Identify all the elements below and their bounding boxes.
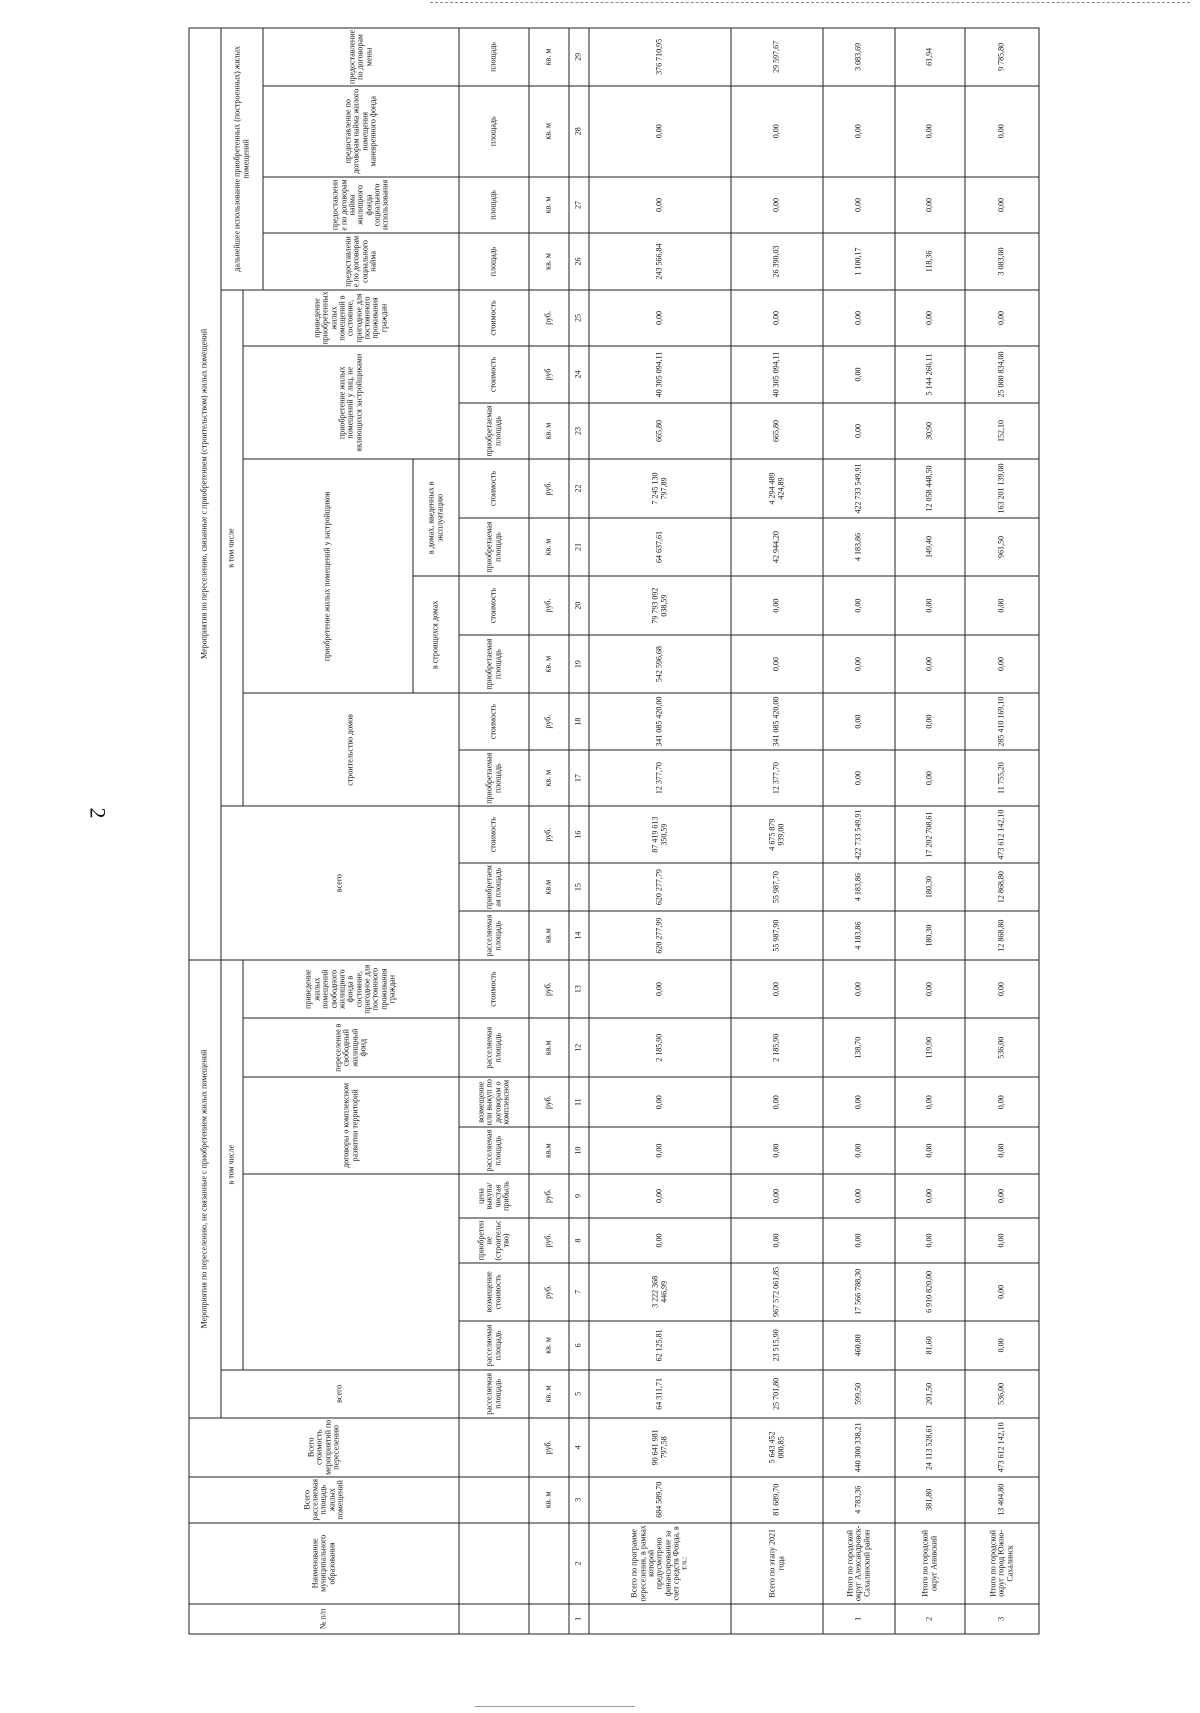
caption-c18: стоимость — [459, 693, 529, 750]
cell-c23: 30,90 — [895, 403, 965, 460]
cell-c27: 0,00 — [589, 177, 731, 234]
cell-c27: 0,00 — [731, 177, 823, 234]
cell-c22: 12 058 448,50 — [895, 459, 965, 518]
colnum-c11: 11 — [569, 1077, 589, 1127]
unit-c12: кв.м — [529, 1018, 569, 1077]
colnum-c21: 21 — [569, 518, 589, 577]
resettlement-table — [189, 28, 1040, 1635]
colnum-c27: 27 — [569, 177, 589, 234]
caption-c2 — [459, 1523, 529, 1604]
cell-c12: 138,70 — [823, 1018, 895, 1077]
header-blank — [243, 1174, 459, 1370]
cell-c16: 87 419 613 350,59 — [589, 806, 731, 863]
cell-c26: 118,36 — [895, 233, 965, 290]
cell-c13: 0,00 — [823, 960, 895, 1019]
unit-c9: руб. — [529, 1174, 569, 1218]
row-name: Всего по этапу 2021 года — [731, 1523, 823, 1604]
cell-c17: 12 377,70 — [589, 750, 731, 807]
row-name: Итого по городской округ Анивский — [895, 1523, 965, 1604]
caption-c12: расселяемая площадь — [459, 1018, 529, 1077]
caption-c27: площадь — [459, 177, 529, 234]
header-privedenie-svob: приведение жилых помещений свободного жилищного фонда в состояние, пригодное для постоянного проживания граждан — [243, 960, 459, 1019]
unit-c8: руб. — [529, 1218, 569, 1262]
header-name: Наименование муниципального образования — [189, 1523, 459, 1604]
cell-c28: 0,00 — [965, 86, 1039, 177]
cell-c24: 0,00 — [823, 346, 895, 403]
cell-c24: 40 305 094,11 — [589, 346, 731, 403]
cell-c25: 0,00 — [731, 290, 823, 347]
row-no: 3 — [965, 1604, 1039, 1634]
cell-c8: 0,00 — [965, 1218, 1039, 1262]
cell-c3: 13 404,80 — [965, 1477, 1039, 1523]
cell-c29: 61,94 — [895, 28, 965, 86]
cell-c3: 684 589,70 — [589, 1477, 731, 1523]
caption-c4 — [459, 1418, 529, 1477]
header-v-tom-chisle-1: в том числе — [221, 960, 243, 1370]
cell-c15: 55 987,70 — [731, 863, 823, 911]
cell-c18: 0,00 — [823, 693, 895, 750]
cell-c4: 473 612 142,10 — [965, 1418, 1039, 1477]
colnum-c28: 28 — [569, 86, 589, 177]
unit-c16: руб. — [529, 806, 569, 863]
cell-c22: 7 245 130 797,89 — [589, 459, 731, 518]
cell-c7: 967 572 061,85 — [731, 1263, 823, 1322]
colnum-c29: 29 — [569, 28, 589, 86]
header-vsego-1: всего — [221, 1370, 459, 1418]
cell-c11: 0,00 — [589, 1077, 731, 1127]
cell-c17: 0,00 — [895, 750, 965, 807]
cell-c4: 440 300 338,21 — [823, 1418, 895, 1477]
unit-c5: кв. м — [529, 1370, 569, 1418]
cell-c26: 243 566,84 — [589, 233, 731, 290]
cell-c15: 12 868,80 — [965, 863, 1039, 911]
colnum-c14: 14 — [569, 911, 589, 959]
caption-c6: расселяемая площадь — [459, 1321, 529, 1369]
unit-c23: кв. м — [529, 403, 569, 460]
cell-c17: 0,00 — [823, 750, 895, 807]
cell-c6: 62 125,81 — [589, 1321, 731, 1369]
cell-c20: 79 793 092 038,59 — [589, 576, 731, 635]
scan-edge-bottom — [475, 1706, 635, 1707]
header-vsego-2: всего — [221, 806, 459, 959]
caption-c15: приобретаемая площадь — [459, 863, 529, 911]
cell-c17: 11 755,20 — [965, 750, 1039, 807]
cell-c14: 12 868,80 — [965, 911, 1039, 959]
cell-c27: 0,00 — [965, 177, 1039, 234]
cell-c26: 1 100,17 — [823, 233, 895, 290]
unit-c15: кв.м — [529, 863, 569, 911]
cell-c3: 81 689,70 — [731, 1477, 823, 1523]
header-priobretenie-zastr: приобретение жилых помещений у застройщиков — [243, 459, 413, 693]
unit-c20: руб. — [529, 576, 569, 635]
cell-c23: 0,00 — [823, 403, 895, 460]
cell-c29: 3 083,69 — [823, 28, 895, 86]
colnum-c18: 18 — [569, 693, 589, 750]
cell-c8: 0,00 — [731, 1218, 823, 1262]
cell-c14: 55 987,90 — [731, 911, 823, 959]
header-total-area: Всего расселяемая площадь жилых помещений — [189, 1477, 459, 1523]
caption-c24: стоимость — [459, 346, 529, 403]
colnum-c2: 2 — [569, 1523, 589, 1604]
caption-c22: стоимость — [459, 459, 529, 518]
cell-c27: 0,00 — [895, 177, 965, 234]
header-group-not-linked: Мероприятия по переселению, не связанные с приобретением жилых помещений — [189, 960, 221, 1418]
cell-c20: 0,00 — [731, 576, 823, 635]
unit-c11: руб. — [529, 1077, 569, 1127]
cell-c7: 0,00 — [965, 1263, 1039, 1322]
table-row — [731, 28, 823, 1634]
colnum-c8: 8 — [569, 1218, 589, 1262]
unit-c29: кв. м — [529, 28, 569, 86]
cell-c14: 620 277,99 — [589, 911, 731, 959]
caption-c7: возмещение стоимость — [459, 1263, 529, 1322]
table-row — [965, 28, 1039, 1634]
cell-c9: 0,00 — [965, 1174, 1039, 1218]
cell-c18: 341 085 420,00 — [731, 693, 823, 750]
caption-c23: приобретаемая площадь — [459, 403, 529, 460]
colnum-c12: 12 — [569, 1018, 589, 1077]
caption-c8: приобретение (строительство) — [459, 1218, 529, 1262]
cell-c15: 180,30 — [895, 863, 965, 911]
row-name: Итого по городской округ Александровск-Сахалинский район — [823, 1523, 895, 1604]
unit-c17: кв. м — [529, 750, 569, 807]
cell-c27: 0,00 — [823, 177, 895, 234]
cell-c9: 0,00 — [731, 1174, 823, 1218]
cell-c19: 542 596,68 — [589, 635, 731, 694]
cell-c24: 5 144 260,11 — [895, 346, 965, 403]
unit-c28: кв. м — [529, 86, 569, 177]
cell-c9: 0,00 — [823, 1174, 895, 1218]
header-naym-ne-kom: предоставление по договорам найма жилищного фонда социального использования — [263, 177, 459, 234]
unit-c19: кв. м — [529, 635, 569, 694]
cell-c21: 149,40 — [895, 518, 965, 577]
colnum-c7: 7 — [569, 1263, 589, 1322]
header-mena: предоставление по договорам мены — [263, 28, 459, 86]
cell-c13: 0,00 — [589, 960, 731, 1019]
colnum-c26: 26 — [569, 233, 589, 290]
cell-c6: 23 515,90 — [731, 1321, 823, 1369]
cell-c24: 25 000 834,00 — [965, 346, 1039, 403]
row-no: 1 — [823, 1604, 895, 1634]
header-v-tom-chisle-2: в том числе — [221, 290, 243, 807]
cell-c22: 4 294 489 424,89 — [731, 459, 823, 518]
cell-c15: 4 183,86 — [823, 863, 895, 911]
cell-c17: 12 377,70 — [731, 750, 823, 807]
colnum-c5: 5 — [569, 1370, 589, 1418]
caption-c3 — [459, 1477, 529, 1523]
cell-c14: 4 183,86 — [823, 911, 895, 959]
cell-c22: 422 733 549,91 — [823, 459, 895, 518]
cell-c5: 64 311,71 — [589, 1370, 731, 1418]
cell-c10: 0,00 — [895, 1127, 965, 1173]
colnum-c9: 9 — [569, 1174, 589, 1218]
cell-c4: 90 641 981 797,58 — [589, 1418, 731, 1477]
cell-c13: 0,00 — [965, 960, 1039, 1019]
header-stroitelstvo: строительство домов — [243, 693, 459, 806]
cell-c7: 6 910 820,00 — [895, 1263, 965, 1322]
cell-c24: 40 305 094,11 — [731, 346, 823, 403]
cell-c10: 0,00 — [823, 1127, 895, 1173]
cell-c26: 3 083,00 — [965, 233, 1039, 290]
caption-c16: стоимость — [459, 806, 529, 863]
row-name: Итого по городской округ город Южно-Сахалинск — [965, 1523, 1039, 1604]
cell-c16: 17 202 708,61 — [895, 806, 965, 863]
cell-c21: 4 183,86 — [823, 518, 895, 577]
unit-c1 — [529, 1604, 569, 1634]
unit-c10: кв.м — [529, 1127, 569, 1173]
cell-c7: 3 222 368 446,99 — [589, 1263, 731, 1322]
cell-c10: 0,00 — [589, 1127, 731, 1173]
colnum-c1: 1 — [569, 1604, 589, 1634]
header-dogovory: договоры о комплексном развитии территорий — [243, 1077, 459, 1174]
table-row — [589, 28, 731, 1634]
cell-c10: 0,00 — [731, 1127, 823, 1173]
cell-c13: 0,00 — [731, 960, 823, 1019]
cell-c11: 0,00 — [731, 1077, 823, 1127]
cell-c11: 0,00 — [965, 1077, 1039, 1127]
header-v-stroyashchihsya: в строящихся домах — [413, 576, 459, 693]
cell-c5: 536,00 — [965, 1370, 1039, 1418]
page-number: 2 — [85, 807, 111, 819]
colnum-c16: 16 — [569, 806, 589, 863]
cell-c23: 665,80 — [589, 403, 731, 460]
cell-c16: 422 733 549,91 — [823, 806, 895, 863]
cell-c25: 0,00 — [895, 290, 965, 347]
header-naym-manevr: предоставление по договорам найма жилого помещения маневренного фонда — [263, 86, 459, 177]
colnum-c25: 25 — [569, 290, 589, 347]
cell-c9: 0,00 — [589, 1174, 731, 1218]
colnum-c17: 17 — [569, 750, 589, 807]
cell-c29: 376 710,95 — [589, 28, 731, 86]
cell-c8: 0,00 — [895, 1218, 965, 1262]
rotated-sheet — [189, 28, 1029, 1635]
colnum-c10: 10 — [569, 1127, 589, 1173]
unit-c4: руб. — [529, 1418, 569, 1477]
cell-c18: 285 410 169,10 — [965, 693, 1039, 750]
cell-c28: 0,00 — [823, 86, 895, 177]
cell-c25: 0,00 — [589, 290, 731, 347]
colnum-c24: 24 — [569, 346, 589, 403]
cell-c12: 2 185,90 — [731, 1018, 823, 1077]
unit-c13: руб. — [529, 960, 569, 1019]
cell-c20: 0,00 — [823, 576, 895, 635]
caption-c11: возмещение или выкуп по договорам о комплексном — [459, 1077, 529, 1127]
caption-c20: стоимость — [459, 576, 529, 635]
cell-c16: 473 612 142,10 — [965, 806, 1039, 863]
unit-c25: руб. — [529, 290, 569, 347]
header-pereselenie-svob: переселение в свободный жилищный фонд — [243, 1018, 459, 1077]
caption-c14: расселяемая площадь — [459, 911, 529, 959]
cell-c28: 0,00 — [589, 86, 731, 177]
unit-c2 — [529, 1523, 569, 1604]
cell-c16: 4 675 879 939,00 — [731, 806, 823, 863]
unit-c6: кв. м — [529, 1321, 569, 1369]
header-group-linked: Мероприятия по переселению, связанные с приобретением (строительством) жилых помещений — [189, 28, 221, 960]
cell-c8: 0,00 — [823, 1218, 895, 1262]
cell-c19: 0,00 — [823, 635, 895, 694]
caption-c10: расселяемая площадь — [459, 1127, 529, 1173]
cell-c12: 2 185,90 — [589, 1018, 731, 1077]
row-no — [589, 1604, 731, 1634]
cell-c3: 381,80 — [895, 1477, 965, 1523]
caption-c13: стоимость — [459, 960, 529, 1019]
cell-c20: 0,00 — [895, 576, 965, 635]
cell-c12: 119,90 — [895, 1018, 965, 1077]
cell-c9: 0,00 — [895, 1174, 965, 1218]
table-row — [823, 28, 895, 1634]
caption-c21: приобретаемая площадь — [459, 518, 529, 577]
cell-c18: 0,00 — [895, 693, 965, 750]
cell-c4: 5 643 452 000,85 — [731, 1418, 823, 1477]
colnum-c22: 22 — [569, 459, 589, 518]
row-no — [731, 1604, 823, 1634]
colnum-c15: 15 — [569, 863, 589, 911]
colnum-c4: 4 — [569, 1418, 589, 1477]
cell-c21: 64 637,61 — [589, 518, 731, 577]
cell-c6: 460,80 — [823, 1321, 895, 1369]
caption-c29: площадь — [459, 28, 529, 86]
unit-c3: кв. м — [529, 1477, 569, 1523]
header-dalneyshee: дальнейшее использование приобретенных (построенных) жилых помещений — [221, 28, 263, 290]
cell-c23: 665,80 — [731, 403, 823, 460]
row-name: Всего по программе переселения, в рамках которой предусмотрено финансирование за счет средств Фонда, в т.ч.: — [589, 1523, 731, 1604]
header-priobretenie-lits: приобретение жилых помещений у лиц, не являющихся застройщиками — [243, 346, 459, 459]
cell-c3: 4 783,36 — [823, 1477, 895, 1523]
header-privedenie-priobr: приведение приобретенных жилых помещений в состояние, пригодное для постоянного проживания граждан — [243, 290, 459, 347]
caption-c1 — [459, 1604, 529, 1634]
cell-c15: 620 277,79 — [589, 863, 731, 911]
unit-c7: руб. — [529, 1263, 569, 1322]
cell-c10: 0,00 — [965, 1127, 1039, 1173]
scan-edge-top — [430, 2, 1190, 3]
cell-c8: 0,00 — [589, 1218, 731, 1262]
cell-c19: 0,00 — [895, 635, 965, 694]
row-no: 2 — [895, 1604, 965, 1634]
cell-c29: 29 597,67 — [731, 28, 823, 86]
unit-c27: кв. м — [529, 177, 569, 234]
cell-c19: 0,00 — [731, 635, 823, 694]
cell-c19: 0,00 — [965, 635, 1039, 694]
unit-c14: кв.м — [529, 911, 569, 959]
caption-c17: приобретаемая площадь — [459, 750, 529, 807]
cell-c11: 0,00 — [895, 1077, 965, 1127]
cell-c18: 341 085 420,00 — [589, 693, 731, 750]
colnum-c23: 23 — [569, 403, 589, 460]
cell-c29: 9 785,80 — [965, 28, 1039, 86]
cell-c20: 0,00 — [965, 576, 1039, 635]
header-total-cost: Всего стоимость мероприятий по переселению — [189, 1418, 459, 1477]
caption-c5: расселяемая площадь — [459, 1370, 529, 1418]
cell-c11: 0,00 — [823, 1077, 895, 1127]
cell-c21: 961,50 — [965, 518, 1039, 577]
header-soc-naym: предоставление по договорам социального найма — [263, 233, 459, 290]
unit-c24: руб — [529, 346, 569, 403]
caption-c26: площадь — [459, 233, 529, 290]
cell-c21: 42 944,20 — [731, 518, 823, 577]
cell-c6: 0,00 — [965, 1321, 1039, 1369]
cell-c5: 599,50 — [823, 1370, 895, 1418]
colnum-c19: 19 — [569, 635, 589, 694]
cell-c26: 26 390,03 — [731, 233, 823, 290]
caption-c9: цена выкупа/ чистая прибыль — [459, 1174, 529, 1218]
cell-c28: 0,00 — [895, 86, 965, 177]
colnum-c20: 20 — [569, 576, 589, 635]
header-v-domah-vved: в домах, введенных в эксплуатацию — [413, 459, 459, 576]
cell-c23: 152,10 — [965, 403, 1039, 460]
cell-c28: 0,00 — [731, 86, 823, 177]
cell-c6: 81,60 — [895, 1321, 965, 1369]
colnum-c6: 6 — [569, 1321, 589, 1369]
table-row — [895, 28, 965, 1634]
colnum-c13: 13 — [569, 960, 589, 1019]
unit-c18: руб. — [529, 693, 569, 750]
cell-c25: 0,00 — [965, 290, 1039, 347]
cell-c7: 17 566 788,30 — [823, 1263, 895, 1322]
header-no: № п/п — [189, 1604, 459, 1634]
cell-c5: 201,50 — [895, 1370, 965, 1418]
caption-c28: площадь — [459, 86, 529, 177]
cell-c12: 536,00 — [965, 1018, 1039, 1077]
cell-c4: 24 113 528,61 — [895, 1418, 965, 1477]
caption-c25: стоимость — [459, 290, 529, 347]
caption-c19: приобретаемая площадь — [459, 635, 529, 694]
cell-c13: 0,00 — [895, 960, 965, 1019]
unit-c21: кв. м — [529, 518, 569, 577]
unit-c22: руб. — [529, 459, 569, 518]
cell-c5: 25 701,80 — [731, 1370, 823, 1418]
cell-c14: 180,30 — [895, 911, 965, 959]
cell-c22: 163 201 139,00 — [965, 459, 1039, 518]
unit-c26: кв. м — [529, 233, 569, 290]
colnum-c3: 3 — [569, 1477, 589, 1523]
cell-c25: 0,00 — [823, 290, 895, 347]
